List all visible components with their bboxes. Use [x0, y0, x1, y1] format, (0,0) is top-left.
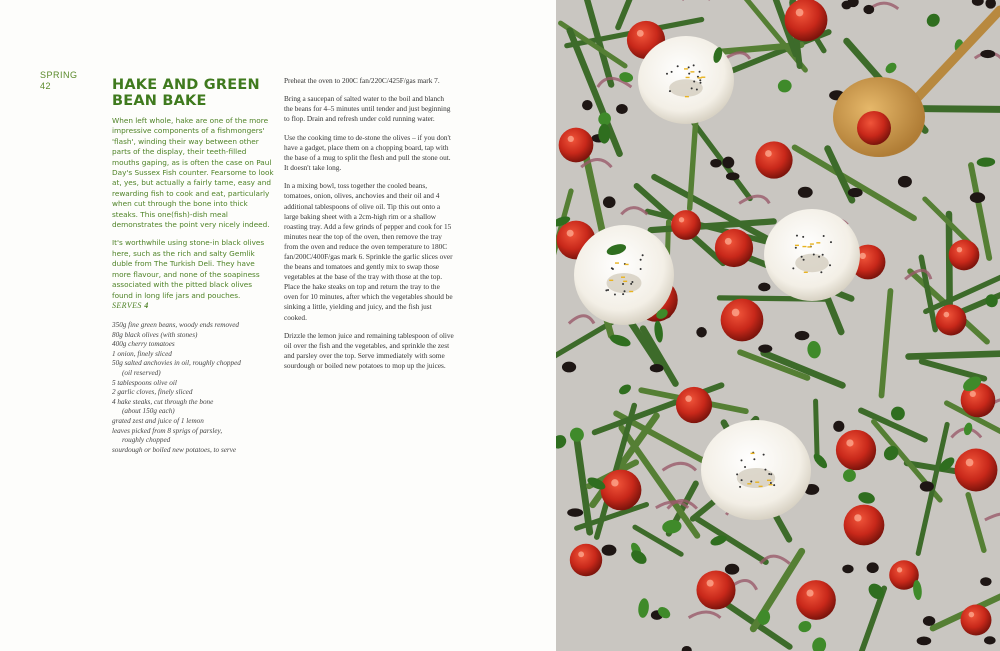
lemon-zest: [698, 77, 702, 78]
cherry-tomato: [936, 305, 967, 336]
pepper-fleck: [614, 294, 616, 296]
page-number: 42: [40, 81, 52, 91]
pepper-fleck: [792, 267, 794, 269]
pepper-fleck: [763, 454, 765, 456]
pepper-fleck: [770, 482, 772, 484]
pepper-fleck: [693, 80, 695, 82]
lemon-zest: [690, 71, 694, 72]
pepper-fleck: [753, 458, 755, 460]
olive: [722, 157, 734, 169]
method-step: Use the cooking time to de-stone the olives – if you don't have a gadget, place them on a chopping board, tap with the base of a mug to split the flesh and pull the stone out. It doesn't take long.: [284, 132, 451, 173]
pepper-fleck: [822, 254, 824, 256]
serves: [112, 301, 149, 310]
tomato-highlight: [846, 439, 853, 446]
pepper-fleck: [696, 88, 698, 90]
lemon-zest: [751, 453, 755, 454]
olive: [567, 508, 583, 516]
hake-bone: [795, 254, 829, 272]
cherry-tomato: [755, 141, 792, 178]
ingredient-item: 80g black olives (with stones): [112, 330, 198, 339]
pepper-fleck: [642, 254, 644, 256]
tomato-highlight: [567, 230, 574, 237]
lemon-zest: [804, 272, 808, 273]
pepper-fleck: [820, 271, 822, 273]
olive: [980, 577, 991, 586]
olive: [725, 564, 739, 575]
olive: [758, 344, 772, 352]
cherry-tomato: [785, 0, 828, 41]
tomato-highlight: [969, 612, 975, 618]
olive: [842, 565, 853, 574]
pepper-fleck: [699, 82, 701, 84]
tomato-highlight: [679, 217, 684, 222]
lemon-zest: [769, 484, 773, 485]
pepper-fleck: [801, 256, 803, 258]
section-label: SPRING: [40, 70, 78, 80]
pepper-fleck: [671, 71, 673, 73]
lemon-zest: [615, 262, 619, 263]
olive: [863, 5, 874, 14]
olive: [917, 636, 932, 645]
pepper-fleck: [823, 235, 825, 237]
olive: [710, 159, 721, 168]
ingredient-item: 5 tablespoons olive oil: [112, 378, 177, 387]
pepper-fleck: [795, 247, 797, 249]
lemon-zest: [810, 243, 814, 244]
ingredient-item: 50g salted anchovies in oil, roughly chopped: [112, 359, 241, 368]
pepper-fleck: [640, 259, 642, 261]
pepper-fleck: [773, 484, 775, 486]
olive: [980, 50, 995, 58]
tomato-highlight: [966, 459, 974, 467]
olive: [984, 636, 996, 644]
tomato-highlight: [970, 391, 976, 397]
ingredient-item: (about 150g each): [122, 407, 175, 416]
olive: [562, 362, 576, 373]
pepper-fleck: [688, 73, 690, 75]
pepper-fleck: [605, 289, 607, 291]
lemon-zest: [629, 291, 633, 292]
pepper-fleck: [622, 283, 624, 285]
olive: [726, 172, 740, 180]
pepper-fleck: [829, 264, 831, 266]
cherry-tomato: [671, 210, 701, 240]
lemon-zest: [802, 246, 806, 247]
olive: [696, 327, 706, 337]
olive: [616, 104, 628, 114]
pepper-fleck: [770, 473, 772, 475]
olive: [867, 562, 879, 573]
cherry-tomato: [961, 605, 992, 636]
cherry-tomato: [844, 505, 885, 546]
pepper-fleck: [666, 73, 668, 75]
pepper-fleck: [744, 466, 746, 468]
cherry-tomato: [955, 449, 998, 492]
olive: [898, 176, 912, 188]
olive: [848, 188, 863, 197]
tomato-highlight: [568, 136, 574, 142]
method-step: In a mixing bowl, toss together the cooled beans, tomatoes, onion, olives, anchovies and their oil and 4 additional tablespoons of olive oil. Tip this out onto a large baking sheet with a 2cm-high rim or a shallow roasting tray. Add a few grinds of pepper and cook for 15 minutes near the top of the oven, then remove the tray from the oven and reduce the oven temperature to 180C fan/200C/400F/gas mark 6. Sprinkle the garlic slices over the beans and tomatoes and gently mix to swap those vegetables at the base of the tray with those at the top. Place the hake steaks on top and return the tray to the oven for 10 minutes, after which the vegetables should be sinking a little, yielding and juicy, and the fish just cooked.: [284, 181, 453, 322]
cherry-tomato: [715, 229, 753, 267]
pepper-fleck: [699, 71, 701, 73]
pepper-fleck: [677, 65, 679, 67]
pepper-fleck: [624, 290, 626, 292]
cherry-tomato: [601, 470, 642, 511]
tomato-highlight: [578, 551, 584, 557]
pepper-fleck: [818, 256, 820, 258]
tomato-highlight: [765, 150, 772, 157]
intro-paragraph: It's worthwhile using stone-in black olives here, such as the rich and salty Gemlik duble from The Turkish Deli. They have more flavour, and none of the soapiness associated with the pitted black olives found in long life jars and pouches.: [112, 238, 265, 300]
pepper-fleck: [630, 283, 632, 285]
tomato-highlight: [806, 589, 813, 596]
ingredient-list: [112, 321, 277, 455]
serves-label: SERVES: [112, 301, 142, 310]
lemon-zest: [755, 482, 759, 483]
pepper-fleck: [768, 473, 770, 475]
lemon-zest: [684, 68, 688, 69]
pepper-fleck: [669, 90, 671, 92]
lemon-zest: [767, 480, 771, 481]
pepper-fleck: [796, 235, 798, 237]
tomato-highlight: [854, 514, 861, 521]
ingredient-item: 400g cherry tomatoes: [112, 340, 175, 349]
pepper-fleck: [813, 254, 815, 256]
ingredient-item: 350g fine green beans, woody ends removed: [112, 321, 240, 329]
green-bean: [909, 353, 1000, 356]
recipe-intro: [112, 116, 274, 309]
ingredient-item: 1 onion, finely sliced: [112, 349, 172, 358]
method-step: Bring a saucepan of salted water to the boil and blanch the beans for 4–5 minutes until tender and just beginning to flop. Drain and refresh under cold running water.: [284, 94, 451, 124]
parsley-leaf: [598, 124, 610, 144]
lemon-zest: [747, 483, 751, 484]
cherry-tomato: [721, 299, 764, 342]
pepper-fleck: [750, 480, 752, 482]
ingredient-item: grated zest and juice of 1 lemon: [112, 416, 204, 425]
cherry-tomato: [949, 240, 980, 271]
serves-count: 4: [144, 301, 149, 310]
olive: [602, 545, 617, 556]
cherry-tomato: [570, 544, 602, 576]
tomato-highlight: [732, 309, 740, 317]
lemon-zest: [621, 277, 625, 278]
pepper-fleck: [830, 241, 832, 243]
cherry-tomato: [696, 570, 735, 609]
olive: [923, 616, 935, 626]
green-bean: [816, 401, 818, 459]
pepper-fleck: [699, 79, 701, 81]
cherry-tomato: [676, 387, 712, 423]
tomato-highlight: [611, 479, 618, 486]
olive: [798, 187, 813, 198]
cherry-tomato: [559, 128, 594, 163]
pepper-fleck: [691, 87, 693, 89]
food-photo: [556, 0, 1000, 651]
lemon-zest: [625, 264, 629, 265]
olive: [650, 364, 664, 372]
method-step: Drizzle the lemon juice and remaining tablespoon of olive oil over the fish and the vegetables, and sprinkle the zest and parsley over the top. Serve immediately with some sourdough or boiled new potatoes to mop up the juices.: [284, 330, 454, 371]
pepper-fleck: [688, 66, 690, 68]
recipe-title: HAKE AND GREEN BEAN BAKE: [112, 77, 260, 109]
lemon-zest: [623, 281, 627, 282]
olive: [833, 421, 844, 432]
tomato-highlight: [860, 253, 866, 259]
tomato-highlight: [957, 247, 963, 253]
method-step: Preheat the oven to 200C fan/220C/425F/gas mark 7.: [284, 76, 440, 85]
lemon-zest: [686, 77, 690, 78]
lemon-zest: [701, 77, 705, 78]
olive: [795, 331, 810, 340]
pepper-fleck: [739, 486, 741, 488]
pepper-fleck: [631, 281, 633, 283]
pepper-fleck: [736, 473, 738, 475]
lemon-zest: [795, 245, 799, 246]
cherry-tomato: [836, 430, 876, 470]
pepper-fleck: [802, 236, 804, 238]
pepper-fleck: [803, 259, 805, 261]
olive: [758, 283, 770, 292]
lemon-zest: [807, 246, 811, 247]
tomato-highlight: [707, 580, 714, 587]
olive: [603, 196, 616, 208]
pepper-fleck: [741, 479, 743, 481]
method: [284, 76, 454, 379]
pepper-fleck: [693, 64, 695, 66]
ingredient-item: 2 garlic cloves, finely sliced: [112, 388, 193, 397]
pepper-fleck: [607, 289, 609, 291]
section-header: [40, 70, 78, 92]
tomato-highlight: [637, 30, 644, 37]
food-photo-illustration: [556, 0, 1000, 651]
pepper-fleck: [611, 267, 613, 269]
tomato-highlight: [897, 567, 902, 572]
olive: [920, 481, 934, 491]
tomato-highlight: [796, 9, 804, 17]
cherry-tomato: [796, 580, 836, 620]
ingredient-item: leaves picked from 8 sprigs of parsley,: [112, 426, 223, 435]
pepper-fleck: [764, 469, 766, 471]
ingredient-item: 4 hake steaks, cut through the bone: [112, 397, 214, 406]
tomato-highlight: [685, 395, 692, 402]
ingredient-item: roughly chopped: [122, 436, 171, 445]
lemon-zest: [685, 96, 689, 97]
olive: [970, 192, 985, 203]
hake-bone: [669, 79, 703, 97]
ingredient-item: (oil reserved): [122, 368, 161, 377]
hake-bone: [607, 273, 642, 293]
ingredient-item: sourdough or boiled new potatoes, to serve: [112, 445, 237, 454]
intro-paragraph: When left whole, hake are one of the more impressive components of a fishmongers' 'flash', winding their way between other parts of the display, their teeth-filled mouths gaping, as is often the case on Paul Day's Sussex Fish counter. Fearsome to look at, yes, but actually a fairly tame, easy and rewarding fish to cook and eat, particularly when cut through the bone into thick steaks. This one(fish)-dish meal demonstrates the point very nicely indeed.: [112, 116, 274, 230]
lemon-zest: [759, 486, 763, 487]
olive: [582, 100, 593, 110]
pepper-fleck: [741, 459, 743, 461]
pepper-fleck: [622, 293, 624, 295]
lemon-zest: [816, 242, 820, 243]
tomato-highlight: [725, 238, 732, 245]
tomato-highlight: [944, 312, 950, 318]
lemon-zest: [609, 280, 613, 281]
pepper-fleck: [640, 268, 642, 270]
